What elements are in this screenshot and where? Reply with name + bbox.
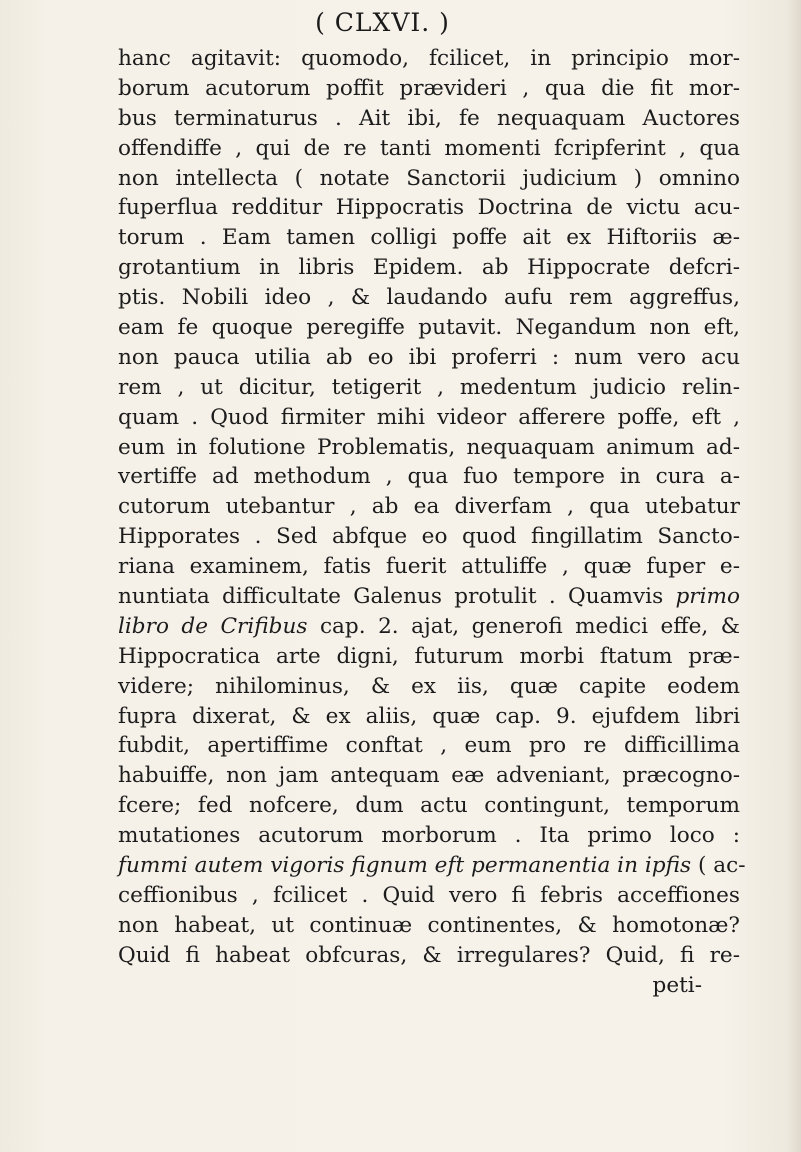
italic-segment: primo [675, 584, 740, 610]
text-segment: Quid fi habeat obfcuras, & irregulares? Quid, fi re- [118, 942, 740, 968]
text-segment: ptis. Nobili ideo , & laudando aufu rem aggreffus, [118, 285, 740, 311]
text-line [118, 971, 740, 1001]
text-line [118, 642, 740, 672]
text-line [118, 313, 740, 343]
text-segment: cap. 2. ajat, generofi medici effe, & [307, 613, 740, 639]
text-line [118, 492, 740, 522]
text-segment: peti- [652, 972, 702, 998]
text-line [118, 911, 740, 941]
italic-segment: fummi autem vigoris fignum eft permanentia in ipfis [118, 853, 692, 879]
text-segment: riana examinem, fatis fuerit attuliffe , quæ fuper e- [118, 554, 740, 580]
text-line [118, 821, 740, 851]
text-segment: videre; nihilominus, & ex iis, quæ capite eodem [118, 673, 740, 699]
text-line [118, 343, 740, 373]
text-line [118, 582, 740, 612]
text-segment: mutationes acutorum morborum . Ita primo loco : [118, 823, 740, 849]
text-line [118, 672, 740, 702]
text-segment: torum . Eam tamen colligi poffe ait ex Hiftoriis æ- [118, 225, 740, 251]
text-segment: non intellecta ( notate Sanctorii judicium ) omnino [118, 165, 740, 191]
text-segment: eam fe quoque peregiffe putavit. Negandum non eft, [118, 315, 740, 341]
text-line [118, 223, 740, 253]
text-segment: fubdit, apertiffime conftat , eum pro re difficillima [118, 733, 740, 759]
text-segment: fuperflua redditur Hippocratis Doctrina de victu acu- [118, 195, 740, 221]
text-line [118, 433, 740, 463]
body-text [118, 44, 746, 1001]
text-line [118, 74, 740, 104]
text-line [118, 702, 740, 732]
text-segment: bus terminaturus . Ait ibi, fe nequaquam Auctores [118, 105, 740, 131]
text-line [118, 253, 740, 283]
text-line [118, 283, 740, 313]
text-segment: ( ac- [691, 853, 746, 879]
text-segment: non habeat, ut continuæ continentes, & homotonæ? [118, 912, 740, 938]
text-segment: quam . Quod firmiter mihi videor afferere poffe, eft , [118, 404, 740, 430]
text-segment: eum in folutione Problematis, nequaquam animum ad- [118, 434, 740, 460]
text-line [118, 851, 746, 881]
text-segment: Hippocratica arte digni, futurum morbi ftatum præ- [118, 643, 740, 669]
text-segment: fcere; fed nofcere, dum actu contingunt, temporum [118, 793, 740, 819]
text-segment: hanc agitavit: quomodo, fcilicet, in principio mor- [118, 46, 740, 71]
text-segment: vertiffe ad methodum , qua fuo tempore in cura a- [118, 464, 740, 490]
text-segment: habuiffe, non jam antequam eæ adveniant, præcogno- [118, 763, 740, 789]
page-number: ( CLXVI. ) [315, 8, 450, 37]
text-line [118, 522, 740, 552]
text-line [118, 134, 740, 164]
text-line [118, 193, 740, 223]
text-segment: non pauca utilia ab eo ibi proferri : num vero acu [118, 344, 740, 370]
text-line [118, 941, 740, 971]
text-segment: borum acutorum poffit prævideri , qua die fit mor- [118, 75, 740, 101]
text-segment: Hipporates . Sed abfque eo quod fingillatim Sancto- [118, 524, 740, 550]
text-segment: ceffionibus , fcilicet . Quid vero fi febris acceffiones [118, 882, 740, 908]
page-edge-shadow [787, 0, 801, 1152]
text-segment: cutorum utebantur , ab ea diverfam , qua utebatur [118, 494, 740, 520]
text-line [118, 104, 740, 134]
text-segment: grotantium in libris Epidem. ab Hippocrate defcri- [118, 255, 740, 281]
text-line [118, 731, 740, 761]
text-segment: fupra dixerat, & ex aliis, quæ cap. 9. ejufdem libri [118, 703, 740, 729]
text-line [118, 164, 740, 194]
text-line [118, 462, 740, 492]
text-segment: nuntiata difficultate Galenus protulit . Quamvis [118, 584, 676, 610]
text-line [118, 373, 740, 403]
page-header [0, 8, 801, 37]
text-line [118, 403, 740, 433]
text-line [118, 44, 740, 74]
text-line [118, 881, 740, 911]
text-segment: offendiffe , qui de re tanti momenti fcripferint , qua [118, 135, 740, 161]
text-line [118, 761, 740, 791]
italic-segment: libro de Crifibus [118, 613, 308, 639]
text-segment: rem , ut dicitur, tetigerit , medentum judicio relin- [118, 374, 740, 400]
text-line [118, 791, 740, 821]
text-line [118, 612, 740, 642]
text-line [118, 552, 740, 582]
